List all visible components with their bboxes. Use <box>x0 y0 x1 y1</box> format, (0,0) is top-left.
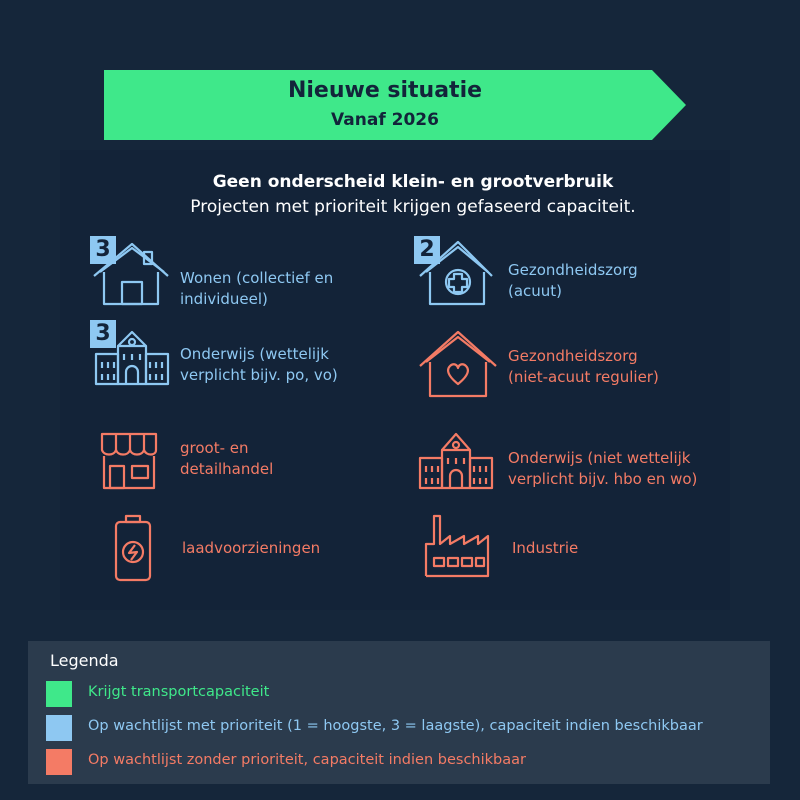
factory-icon <box>424 514 492 580</box>
item-label: groot- en detailhandel <box>180 439 274 478</box>
item-label: Gezondheidszorg (niet-acuut regulier) <box>508 347 659 386</box>
item-label: Industrie <box>512 539 579 557</box>
charging-battery-icon <box>110 514 160 582</box>
heart-house-icon <box>418 328 498 400</box>
legend-text: Op wachtlijst met prioriteit (1 = hoogste, 3 = laagste), capaciteit indien beschikbaar <box>88 718 703 734</box>
legend <box>28 641 770 784</box>
priority-badge: 3 <box>90 236 116 264</box>
legend-swatch <box>46 715 72 741</box>
item-label: laadvoorzieningen <box>182 539 321 557</box>
banner-title: Nieuwe situatie <box>287 78 483 103</box>
legend-title: Legenda <box>50 651 119 670</box>
legend-text: Op wachtlijst zonder prioriteit, capaciteit indien beschikbaar <box>88 752 526 768</box>
priority-badge: 3 <box>90 320 116 348</box>
item-label: Onderwijs (wettelijk verplicht bijv. po, vo) <box>180 345 338 384</box>
shop-icon <box>96 430 162 494</box>
item-label: Gezondheidszorg (acuut) <box>508 261 638 300</box>
priority-badge: 2 <box>414 236 440 264</box>
banner-arrow <box>104 70 686 140</box>
banner-subtitle: Vanaf 2026 <box>331 110 439 130</box>
item-label: Onderwijs (niet wettelijk verplicht bijv. hbo en wo) <box>508 449 698 488</box>
headline: Geen onderscheid klein- en grootverbruik <box>212 172 614 192</box>
subheadline: Projecten met prioriteit krijgen gefaseerd capaciteit. <box>190 197 636 217</box>
legend-text: Krijgt transportcapaciteit <box>88 684 270 700</box>
legend-swatch <box>46 749 72 775</box>
legend-swatch <box>46 681 72 707</box>
school-icon <box>416 426 496 492</box>
item-label: Wonen (collectief en individueel) <box>180 269 334 308</box>
